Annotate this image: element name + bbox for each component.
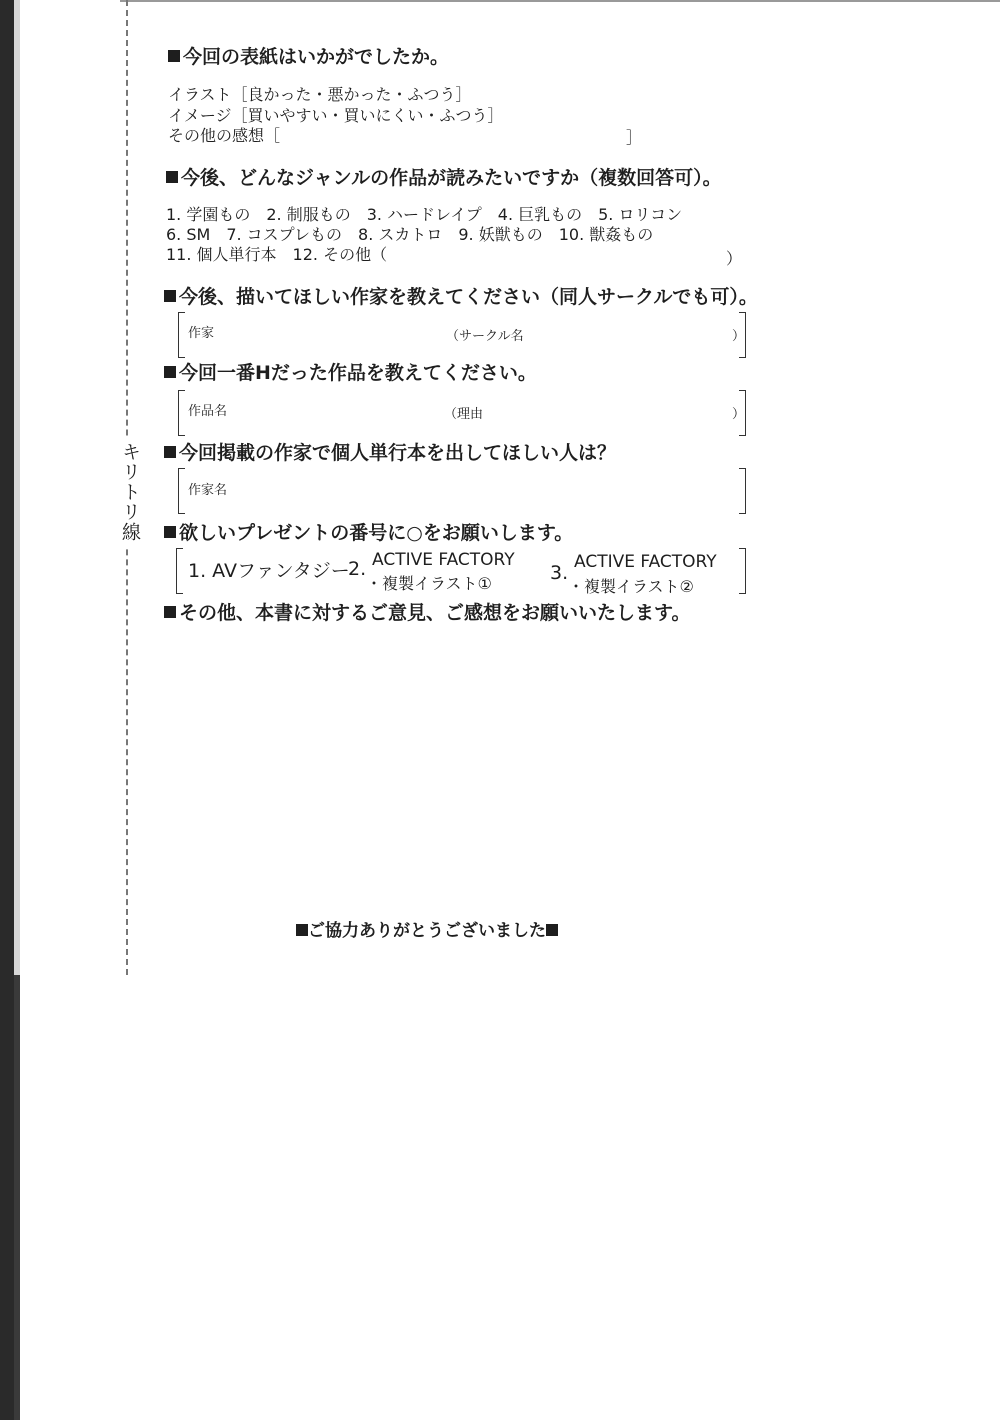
closing-text: ご協力ありがとうございました (308, 921, 546, 941)
question-title: 今後、描いてほしい作家を教えてください（同人サークルでも可）。 (179, 286, 758, 308)
solo-volume-field[interactable] (178, 468, 746, 512)
right-bracket (739, 390, 746, 436)
circle-name-label: （サークル名 (446, 329, 524, 344)
present-option-3-line2[interactable]: ・複製イラスト② (568, 577, 694, 596)
field-close-paren: ） (732, 329, 746, 344)
left-bracket (178, 390, 185, 436)
square-bullet-icon (168, 50, 180, 62)
present-option-1[interactable]: 1. AVファンタジー (188, 560, 350, 582)
artist-label: 作家 (188, 326, 215, 341)
other-impressions-close: ］ (626, 128, 643, 147)
question-present (164, 518, 573, 545)
present-option-2-number[interactable]: 2. (348, 558, 367, 580)
binding-page-edge (14, 0, 20, 975)
question-hottest-work (164, 358, 537, 385)
question-title: その他、本書に対するご意見、ご感想をお願いいたします。 (179, 602, 691, 624)
image-rating: イメージ［買いやすい・買いにくい・ふつう］ (168, 106, 504, 125)
square-bullet-icon (164, 526, 176, 538)
question-title: 欲しいプレゼントの番号に○をお願いします。 (179, 522, 574, 544)
present-option-2-line2[interactable]: ・複製イラスト① (366, 574, 492, 593)
other-impressions-label: その他の感想［ (168, 126, 281, 145)
square-bullet-icon (164, 366, 176, 378)
illustration-rating: イラスト［良かった・悪かった・ふつう］ (168, 85, 472, 104)
cut-line-label: キリトリ線 (114, 438, 144, 546)
present-options (176, 548, 746, 594)
genre-options-row3: 11. 個人単行本 12. その他（ (166, 245, 388, 264)
square-bullet-icon (164, 290, 176, 302)
wanted-artist-field[interactable] (178, 312, 746, 356)
square-bullet-icon (166, 171, 178, 183)
question-other-opinions (164, 598, 690, 625)
square-bullet-icon (164, 446, 176, 458)
right-bracket (739, 468, 746, 514)
right-bracket (739, 548, 746, 594)
question-title: 今後、どんなジャンルの作品が読みたいですか（複数回答可）。 (181, 167, 722, 189)
reason-label: （理由 (444, 407, 484, 422)
question-title: 今回掲載の作家で個人単行本を出してほしい人は？ (179, 442, 617, 464)
genre-options-close: ） (726, 249, 743, 268)
page-top-edge (120, 0, 1000, 2)
genre-options-row1: 1. 学園もの 2. 制服もの 3. ハードレイプ 4. 巨乳もの 5. ロリコン (166, 205, 683, 224)
square-bullet-icon (546, 924, 558, 936)
question-genre (166, 163, 722, 190)
artist-name-label: 作家名 (188, 483, 228, 498)
present-option-3-line1[interactable]: ACTIVE FACTORY (574, 552, 717, 572)
genre-options-row2: 6. SM 7. コスプレもの 8. スカトロ 9. 妖獣もの 10. 獣姦もの (166, 225, 654, 244)
square-bullet-icon (164, 606, 176, 618)
closing-message (296, 916, 558, 941)
question-title: 今回一番Hだった作品を教えてください。 (179, 362, 537, 384)
hottest-work-field[interactable] (178, 390, 746, 434)
question-wanted-artist (164, 282, 758, 309)
question-solo-volume (164, 438, 616, 465)
binding-lower-edge (14, 975, 20, 1420)
left-bracket (178, 312, 185, 358)
present-option-3-number[interactable]: 3. (550, 562, 569, 584)
square-bullet-icon (296, 924, 308, 936)
question-title: 今回の表紙はいかがでしたか。 (183, 46, 450, 68)
left-bracket (178, 468, 185, 514)
book-binding (0, 0, 14, 1420)
present-option-2-line1[interactable]: ACTIVE FACTORY (372, 550, 515, 570)
question-cover-impression (168, 42, 449, 69)
work-title-label: 作品名 (188, 404, 228, 419)
field-close-paren: ） (732, 407, 746, 422)
right-bracket (739, 312, 746, 358)
left-bracket (176, 548, 183, 594)
